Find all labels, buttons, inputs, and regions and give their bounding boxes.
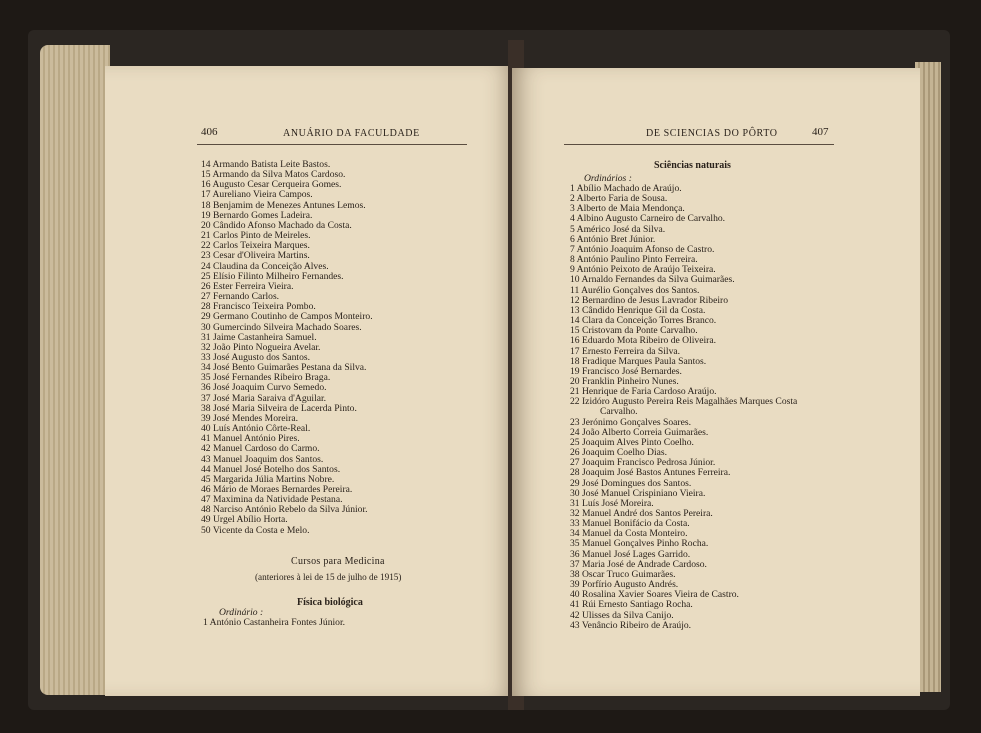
list-item: 30 José Manuel Crispiniano Vieira. (570, 487, 706, 499)
list-item: 21 Carlos Pinto de Meireles. (201, 230, 311, 242)
list-item: 17 Aureliano Vieira Campos. (201, 189, 313, 201)
list-item: 27 Fernando Carlos. (201, 291, 280, 303)
list-item: 45 Margarida Júlia Martins Nobre. (201, 473, 335, 485)
list-item: 34 Manuel da Costa Monteiro. (570, 528, 688, 540)
list-item: 48 Narciso António Rebelo da Silva Júnior. (201, 504, 368, 516)
list-item: 7 António Joaquim Afonso de Castro. (570, 243, 715, 255)
list-item: 50 Vicente da Costa e Melo. (201, 524, 310, 536)
list-item: 40 Luís António Côrte-Real. (201, 423, 311, 435)
list-item: 26 Joaquim Coelho Dias. (570, 447, 667, 459)
list-item: 35 José Fernandes Ribeiro Braga. (201, 372, 331, 384)
ordinarios-list (203, 618, 345, 628)
list-item: 34 José Bento Guimarães Pestana da Silva. (201, 362, 367, 374)
list-item: 15 Armando da Silva Matos Cardoso. (201, 169, 346, 181)
list-item: 12 Bernardino de Jesus Lavrador Ribeiro (570, 294, 728, 306)
ordinarios-label: Ordinário : (219, 607, 264, 618)
list-item: 38 José Maria Silveira de Lacerda Pinto. (201, 402, 357, 414)
student-list (201, 160, 373, 536)
header-rule (197, 144, 467, 145)
student-list (570, 184, 797, 631)
list-item: 16 Eduardo Mota Ribeiro de Oliveira. (570, 335, 717, 347)
list-item: 14 Clara da Conceição Torres Branco. (570, 315, 717, 327)
list-item: 49 Urgel Abílio Horta. (201, 514, 288, 526)
list-item: 35 Manuel Gonçalves Pinho Rocha. (570, 538, 709, 550)
page-edges-left (40, 45, 110, 695)
list-item: 30 Gumercindo Silveira Machado Soares. (201, 321, 362, 333)
list-item: 6 António Bret Júnior. (570, 233, 656, 245)
header-rule (564, 144, 834, 145)
list-item: 40 Rosalina Xavier Soares Vieira de Castro. (570, 589, 739, 601)
list-item: 33 Manuel Bonifácio da Costa. (570, 518, 690, 530)
list-item: 36 José Joaquim Curvo Semedo. (201, 382, 327, 394)
course-note: (anteriores à lei de 15 de julho de 1915) (255, 572, 402, 582)
list-item: 27 Joaquim Francisco Pedrosa Júnior. (570, 457, 716, 469)
list-item: 31 Jaime Castanheira Samuel. (201, 331, 317, 343)
list-item: 33 José Augusto dos Santos. (201, 351, 311, 363)
list-item: 11 Aurélio Gonçalves dos Santos. (570, 284, 700, 296)
list-item: 24 Claudina da Conceição Alves. (201, 260, 329, 272)
list-item: 21 Henrique de Faria Cardoso Araújo. (570, 386, 717, 398)
list-item: 15 Cristovam da Ponte Carvalho. (570, 325, 698, 337)
list-item: 13 Cândido Henrique Gil da Costa. (570, 304, 706, 316)
list-item: Carvalho. (600, 406, 638, 418)
list-item: 47 Maximina da Natividade Pestana. (201, 494, 343, 506)
list-item: 42 Manuel Cardoso do Carmo. (201, 443, 320, 455)
list-item: 28 Francisco Teixeira Pombo. (201, 301, 316, 313)
list-item: 37 Maria José de Andrade Cardoso. (570, 558, 707, 570)
list-item: 4 Albino Augusto Carneiro de Carvalho. (570, 213, 726, 225)
list-item: 1 António Castanheira Fontes Júnior. (203, 617, 346, 628)
list-item: 25 Joaquim Alves Pinto Coelho. (570, 436, 694, 448)
list-item: 5 Américo José da Silva. (570, 223, 666, 235)
list-item: 17 Ernesto Ferreira da Silva. (570, 345, 681, 357)
right-page (512, 68, 920, 696)
list-item: 20 Franklin Pinheiro Nunes. (570, 375, 679, 387)
list-item: 22 Izidóro Augusto Pereira Reis Magalhães Marques Costa (570, 396, 798, 408)
list-item: 29 Germano Coutinho de Campos Monteiro. (201, 311, 373, 323)
course-title: Cursos para Medicina (291, 556, 385, 567)
list-item: 16 Augusto Cesar Cerqueira Gomes. (201, 179, 342, 191)
section-title: Física biológica (297, 597, 363, 608)
list-item: 28 Joaquim José Bastos Antunes Ferreira. (570, 467, 731, 479)
page-number: 407 (812, 126, 829, 138)
running-header: ANUÁRIO DA FACULDADE (283, 128, 420, 139)
list-item: 22 Carlos Teixeira Marques. (201, 240, 310, 252)
list-item: 24 João Alberto Correia Guimarães. (570, 426, 709, 438)
section-title: Sciências naturais (654, 160, 731, 171)
list-item: 39 Porfírio Augusto Andrés. (570, 579, 679, 591)
list-item: 42 Ulisses da Silva Canijo. (570, 609, 674, 621)
list-item: 3 Alberto de Maia Mendonça. (570, 203, 685, 215)
list-item: 19 Bernardo Gomes Ladeira. (201, 209, 313, 221)
list-item: 25 Elísio Filinto Milheiro Fernandes. (201, 270, 344, 282)
list-item: 44 Manuel José Botelho dos Santos. (201, 463, 341, 475)
running-header: DE SCIENCIAS DO PÔRTO (646, 128, 778, 139)
list-item: 37 José Maria Saraiva d'Aguilar. (201, 392, 327, 404)
list-item: 18 Fradique Marques Paula Santos. (570, 355, 707, 367)
list-item: 23 Cesar d'Oliveira Martins. (201, 250, 310, 262)
list-item: 41 Rúi Ernesto Santiago Rocha. (570, 599, 693, 611)
list-item: 23 Jerónimo Gonçalves Soares. (570, 416, 691, 428)
list-item: 39 José Mendes Moreira. (201, 412, 298, 424)
list-item: 8 António Paulino Pinto Ferreira. (570, 254, 698, 266)
list-item: 20 Cândido Afonso Machado da Costa. (201, 219, 352, 231)
list-item: 18 Benjamim de Menezes Antunes Lemos. (201, 199, 366, 211)
list-item: 29 José Domingues dos Santos. (570, 477, 692, 489)
left-page (105, 66, 515, 696)
list-item: 41 Manuel António Pires. (201, 433, 300, 445)
list-item: 9 António Peixoto de Araújo Teixeira. (570, 264, 716, 276)
list-item: 43 Venâncio Ribeiro de Araújo. (570, 619, 692, 631)
list-item: 38 Oscar Truco Guimarães. (570, 568, 676, 580)
page-number: 406 (201, 126, 218, 138)
list-item: 1 Abílio Machado de Araújo. (570, 183, 682, 194)
list-item: 32 João Pinto Nogueira Avelar. (201, 341, 321, 353)
list-item: 31 Luís José Moreira. (570, 497, 654, 509)
list-item: 2 Alberto Faria de Sousa. (570, 193, 668, 205)
list-item: 46 Mário de Moraes Bernardes Pereira. (201, 484, 353, 495)
list-item: 14 Armando Batista Leite Bastos. (201, 159, 331, 170)
list-item: 10 Arnaldo Fernandes da Silva Guimarães. (570, 274, 735, 286)
list-item: 32 Manuel André dos Santos Pereira. (570, 508, 713, 519)
list-item: 26 Ester Ferreira Vieira. (201, 280, 294, 292)
list-item: 43 Manuel Joaquim dos Santos. (201, 453, 324, 465)
list-item: 36 Manuel José Lages Garrido. (570, 548, 691, 560)
ordinarios-label: Ordinários : (584, 173, 632, 184)
list-item: 19 Francisco José Bernardes. (570, 365, 682, 377)
